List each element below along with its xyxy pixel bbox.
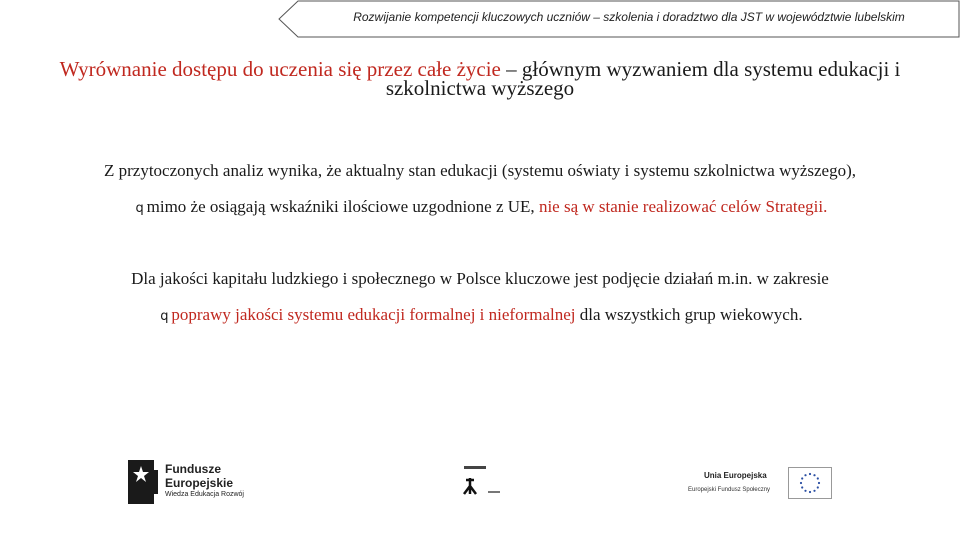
fe-line-3: Wiedza Edukacja Rozwój (165, 491, 244, 498)
ue-line-1: Unia Europejska (704, 471, 767, 480)
bullet-icon: q (135, 201, 144, 216)
header-text: Rozwijanie kompetencji kluczowych uczniów – szkolenia i doradztwo dla JST w województwie lubelskim (353, 10, 905, 24)
fe-line-2: Europejskie (165, 476, 234, 490)
eu-flag-icon (788, 467, 832, 499)
eu-star (813, 490, 815, 492)
bullet-2 (0, 305, 960, 325)
eu-star (809, 491, 811, 493)
eu-star (813, 474, 815, 476)
eu-star (804, 490, 806, 492)
eu-star (804, 474, 806, 476)
regional-logo (460, 464, 504, 498)
ue-line-2: Europejski Fundusz Społeczny (688, 487, 771, 493)
eu-star (817, 477, 819, 479)
fe-line-1: Fundusze (165, 462, 221, 476)
eu-star (800, 482, 802, 484)
eu-star (801, 477, 803, 479)
bullet-2-highlight: poprawy jakości systemu edukacji formalnej i nieformalnej (171, 305, 576, 324)
eu-stars (789, 468, 831, 498)
eu-star (801, 486, 803, 488)
eu-star (817, 486, 819, 488)
eu-star (809, 473, 811, 475)
eu-star (818, 482, 820, 484)
regional-logo-icon (460, 464, 504, 498)
bullet-1-highlight: nie są w stanie realizować celów Strategii. (538, 197, 828, 216)
bullet-icon: q (160, 309, 169, 324)
title-rest: – głównym wyzwaniem dla systemu edukacji i szkolnictwa wyższego (385, 57, 901, 100)
title-accent: Wyrównanie dostępu do uczenia się przez całe życie (59, 57, 501, 81)
header-banner (278, 0, 960, 38)
bullet-1 (0, 197, 960, 217)
bullet-1-text: mimo że osiągają wskaźniki ilościowe uzgodnione z UE, (146, 197, 539, 216)
paragraph-1: Z przytoczonych analiz wynika, że aktualny stan edukacji (systemu oświaty i systemu szkolnictwa wyższego), (103, 161, 857, 180)
bullet-2-text: dla wszystkich grup wiekowych. (575, 305, 803, 324)
page-title (10, 57, 950, 100)
paragraph-2: Dla jakości kapitału ludzkiego i społecznego w Polsce kluczowe jest podjęcie działań m.in. w zakresie (131, 269, 829, 288)
fe-star-icon (128, 460, 158, 504)
